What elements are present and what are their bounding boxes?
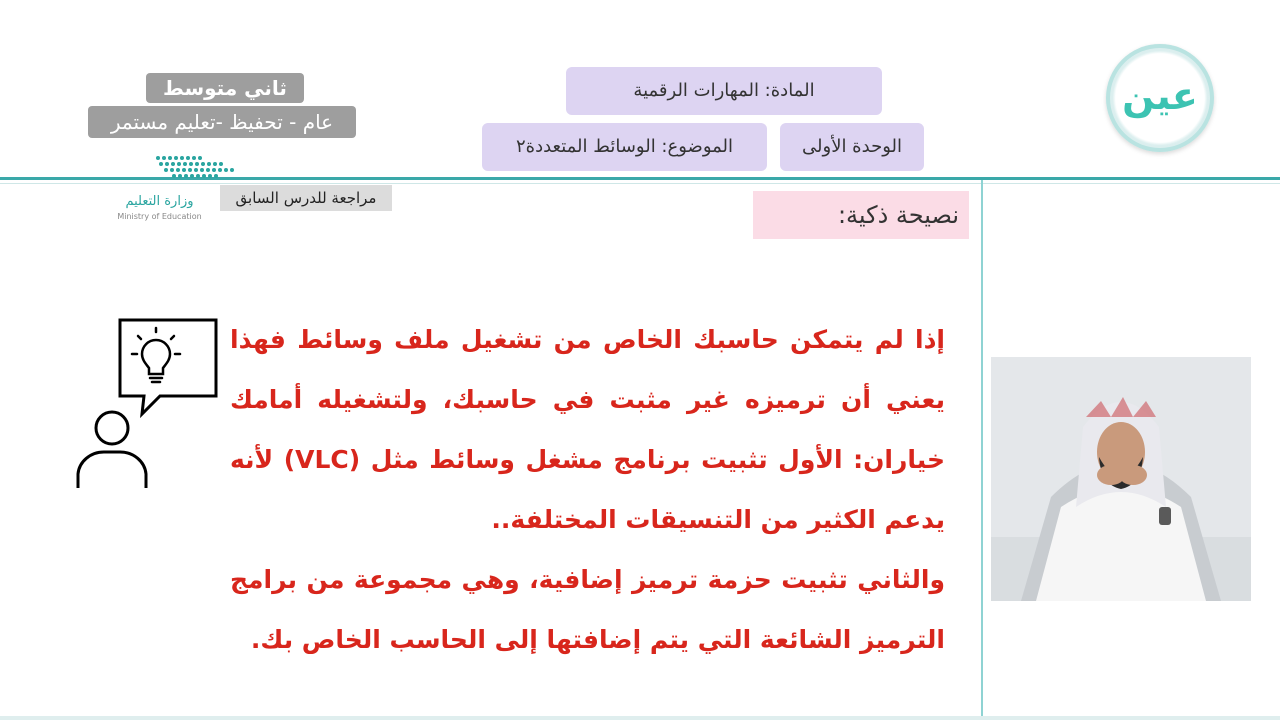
topic-label: الموضوع: الوسائط المتعددة٢ [482, 123, 767, 171]
review-tag: مراجعة للدرس السابق [220, 185, 392, 211]
ministry-name-en: Ministry of Education [117, 212, 202, 221]
idea-illustration [72, 316, 222, 492]
grade-label: ثاني متوسط [146, 73, 304, 103]
subject-label: المادة: المهارات الرقمية [566, 67, 882, 115]
presenter-video [991, 357, 1251, 601]
ministry-name-ar: وزارة التعليم [125, 194, 194, 209]
speech-bubble-icon [120, 320, 216, 414]
lightbulb-icon [132, 328, 180, 382]
bottom-border [0, 716, 1280, 720]
person-icon [78, 412, 146, 488]
tip-heading: نصيحة ذكية: [753, 191, 969, 239]
lesson-paragraph-1: إذا لم يتمكن حاسبك الخاص من تشغيل ملف وسائط فهذا يعني أن ترميزه غير مثبت في حاسبك، ولتشغيله أمامك خياران: الأول تثبيت برنامج مشغل وسائط مثل (VLC) لأنه يدعم الكثير من التنسيقات المختلفة.. [230, 325, 945, 534]
lesson-paragraph-2: والثاني تثبيت حزمة ترميز إضافية، وهي مجموعة من برامج الترميز الشائعة التي يتم إضافتها إلى الحاسب الخاص بك. [230, 565, 945, 654]
channel-logo-text: عين [1122, 74, 1198, 118]
presenter-image [991, 357, 1251, 601]
content-divider [981, 180, 983, 720]
lesson-text [230, 310, 945, 670]
unit-label: الوحدة الأولى [780, 123, 924, 171]
track-label: عام - تحفيظ -تعليم مستمر [88, 106, 356, 138]
